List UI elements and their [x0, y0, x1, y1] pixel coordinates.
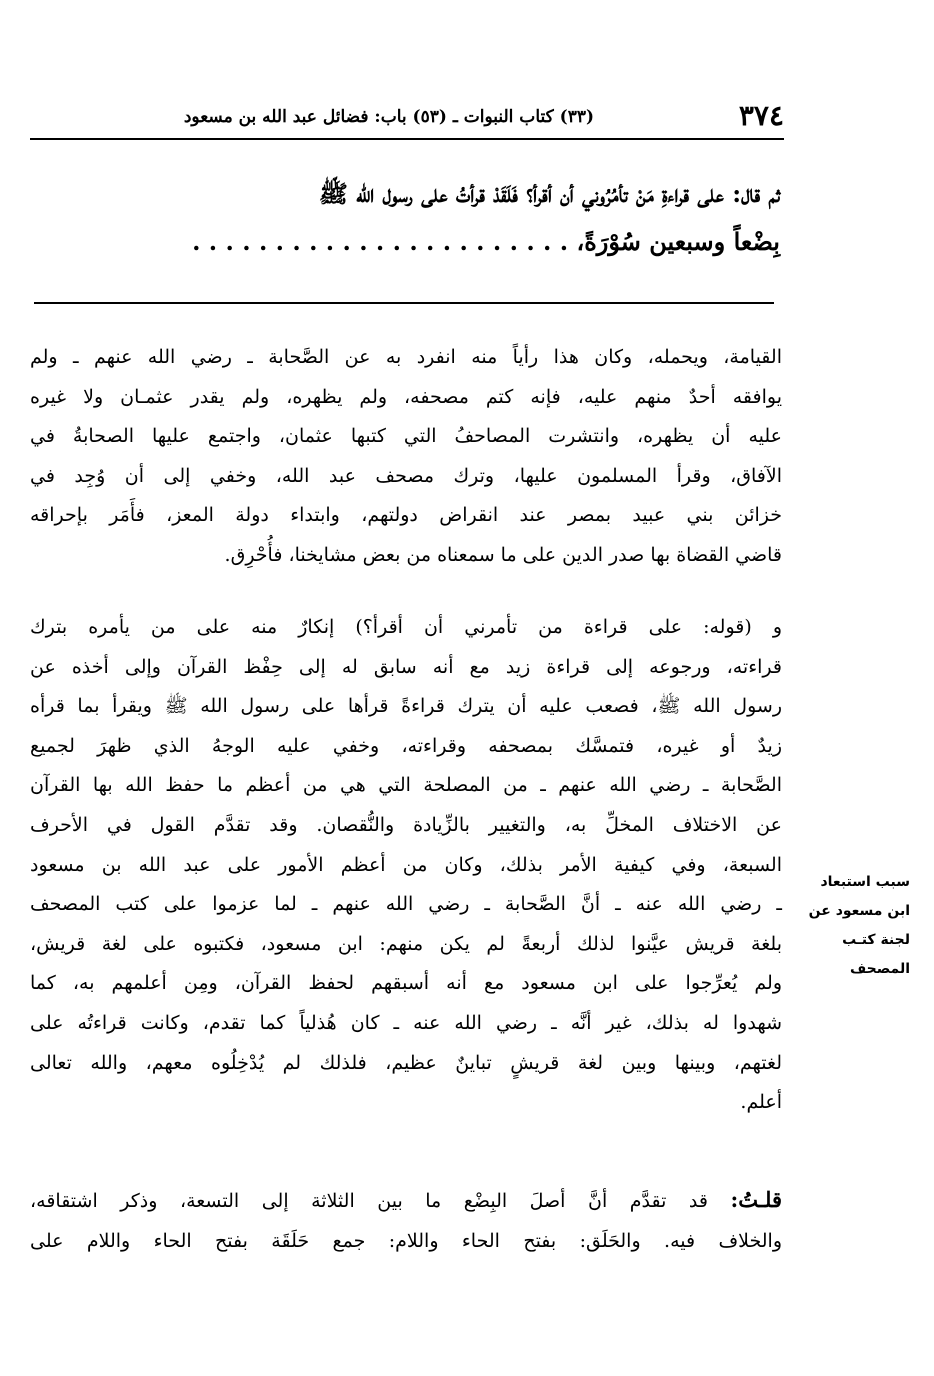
margin-note-line: سبب استبعاد — [820, 874, 910, 890]
commentary-paragraph-1 — [30, 338, 782, 576]
running-header — [30, 96, 784, 138]
text-line: خزائن بني عبيد بمصر عند انقراض دولتهم، وابتداء دولة المعز، فأَمَر بإحراقه — [30, 504, 782, 527]
margin-note-line: ابن مسعود عن — [808, 903, 910, 919]
hadith-line: بِضْعاً وسبعين سُوْرَةً، . . . . . . . . . . . . . . . . . . . . . . . — [192, 227, 780, 256]
hadith-text — [30, 170, 780, 266]
margin-note-line: لجنة كتـب — [842, 932, 910, 948]
text-line: الصَّحابة ـ رضي الله عنهم ـ من المصلحة التي هي من أعظم ما حفظ الله بها القرآن — [30, 774, 782, 797]
text-line: رسول الله ﷺ، فصعب عليه أن يترك قراءةً قرأها على رسول الله ﷺ ويقرأ بما قرأه — [30, 695, 782, 718]
text-line — [30, 1180, 782, 1222]
text-span: قد تقدَّم أنَّ أصلَ البِضْع ما بين الثلاثة إلى التسعة، وذكر اشتقاقه، — [30, 1190, 708, 1212]
text-line: قراءته، ورجوعه إلى قراءة زيد مع أنه سابق له إلى حِفْظ القرآن وإلى أخذه عن — [30, 655, 782, 678]
paragraph-lead: قلـتُ: — [730, 1187, 782, 1212]
text-line: شهدوا له بذلك، غير أنَّه ـ رضي الله عنه ـ كان هُذلياً كما تقدم، وكانت قراءتُه على — [30, 1011, 782, 1034]
text-line: القيامة، ويحمله، وكان هذا رأياً منه انفرد به عن الصَّحابة ـ رضي الله عنهم ـ ولم — [30, 346, 782, 368]
text-line: ولم يُعرِّجوا على ابن مسعود مع أنه أسبقهم لحفظ القرآن، ومِن أعلمهم به، كما — [30, 972, 782, 995]
text-line: عن الاختلاف المخلِّ به، والتغيير بالزِّيادة والنُّقصان. وقد تقدَّم القول في الأحرف — [30, 813, 782, 836]
text-line: عليه أن يظهره، وانتشرت المصاحفُ التي كتبها عثمان، واجتمع عليها الصحابةُ في — [30, 425, 782, 448]
text-line: زيدٌ أو غيره، فتمسَّك بمصحفه وقراءته، وخفي عليه الوجهُ الذي ظهرَ لجميع — [30, 734, 782, 757]
margin-note — [786, 868, 910, 984]
page-number: ٣٧٤ — [738, 99, 784, 132]
header-rule — [30, 138, 784, 140]
text-line: بلغة قريش عيَّنوا لذلك أربعةً لم يكن منهم: ابن مسعود، فكتبوه على لغة قريش، — [30, 932, 782, 955]
text-line: ـ رضي الله عنه ـ أنَّ الصَّحابة ـ رضي الله عنهم ـ لما عزموا على كتب المصحف — [30, 893, 782, 916]
text-line: أعلم. — [740, 1091, 782, 1114]
text-line: و (قوله: على قراءة من تأمرني أن أقرأ؟) إنكارٌ منه على من يأمره بترك — [30, 616, 782, 638]
commentary-paragraph-3 — [30, 1180, 782, 1261]
running-title: (٣٣) كتاب النبوات ـ (٥٣) باب: فضائل عبد الله بن مسعود — [183, 107, 594, 127]
section-separator — [34, 302, 774, 304]
text-line: لغتهم، وبينها وبين لغة قريشٍ تباينٌ عظيم، فلذلك لم يُدْخِلُوه معهم، والله تعالى — [30, 1051, 782, 1074]
commentary-paragraph-2 — [30, 608, 782, 1123]
hadith-line: ثم قال: على قراءةِ مَنْ تأمُرُوني أن أقرأ؟ فَلَقَدْ قرأتُ على رسول الله ﷺ — [318, 179, 780, 208]
text-line: يوافقه أحدٌ منهم عليه، فإنه كتم مصحفه، ولم يظهره، ولم يقدر عثمـان ولا غيره — [30, 385, 782, 408]
text-line: الآفاق، وقرأ المسلمون عليها، وترك مصحف عبد الله، وخفي إلى أن وُجِد في — [30, 464, 782, 487]
text-line: قاضي القضاة بها صدر الدين على ما سمعناه من بعض مشايخنا، فأُحْرِق. — [224, 543, 782, 566]
text-line: والخلاف فيه. والحَلَق: بفتح الحاء واللام: جمع حَلَقَة بفتح الحاء واللام على — [30, 1229, 782, 1252]
text-line: السبعة، وفي كيفية الأمر بذلك، وكان من أعظم الأمور على عبد الله بن مسعود — [30, 853, 782, 876]
margin-note-line: المصحف — [850, 961, 910, 977]
